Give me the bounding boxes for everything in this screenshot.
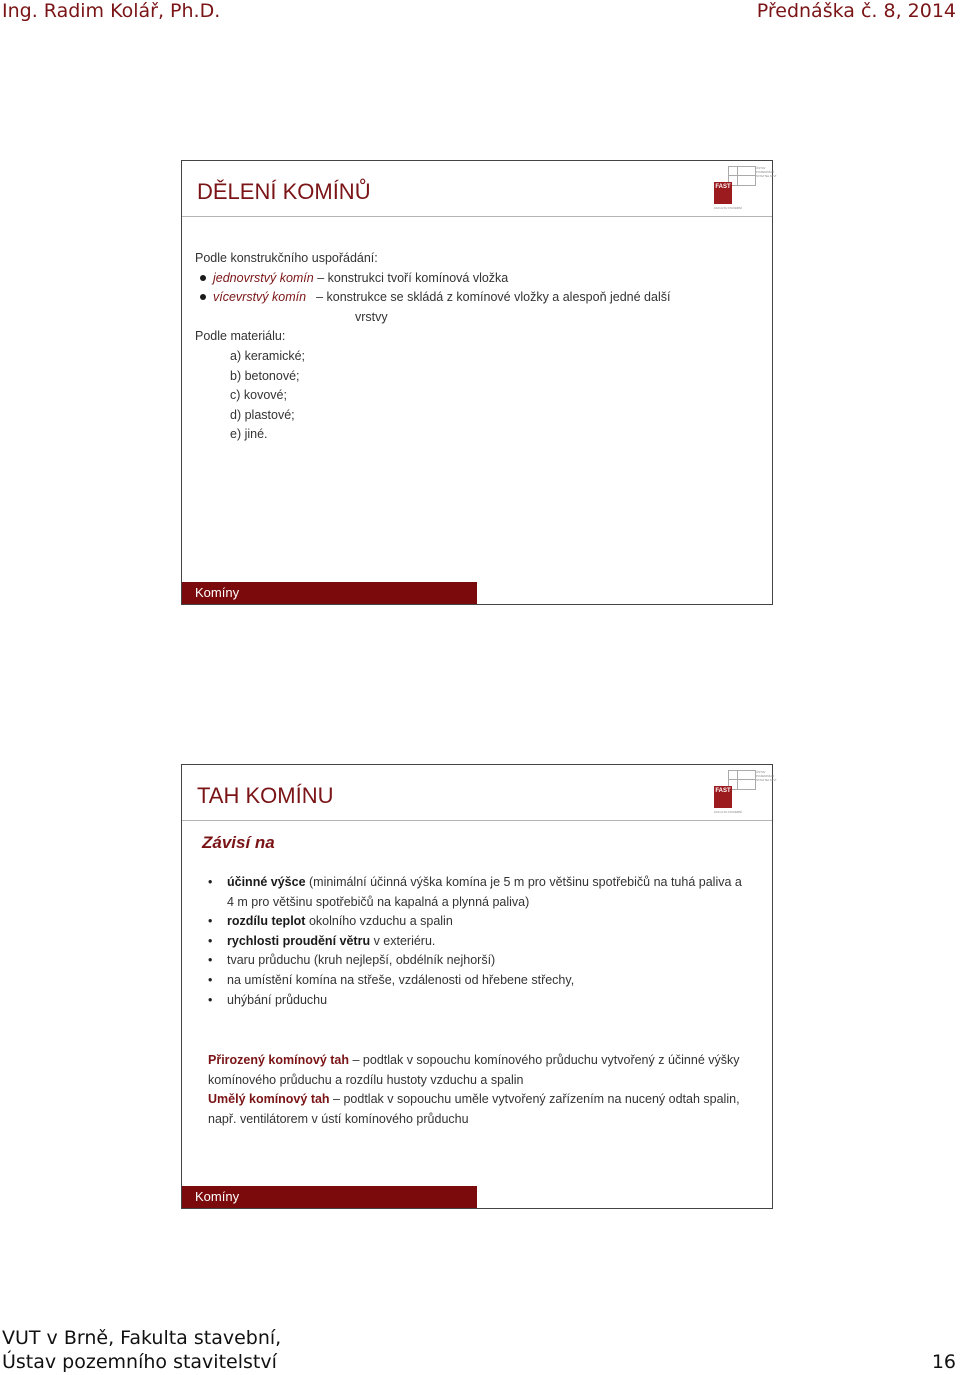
footer-institution: VUT v Brně, Fakulta stavební, bbox=[2, 1327, 282, 1349]
material-item: a) keramické; bbox=[230, 348, 306, 363]
intro-text: Podle konstrukčního uspořádání: bbox=[195, 251, 378, 265]
faculty-logo bbox=[714, 166, 777, 210]
logo-subtext: FAKULTA STAVEBNÍ bbox=[714, 206, 742, 210]
footer-department: Ústav pozemního stavitelství bbox=[2, 1351, 277, 1373]
material-item: c) kovové; bbox=[230, 388, 287, 403]
list-item: vícevrstvý komín – konstrukce se skládá z komínové vložky a alespoň jedné další bbox=[195, 288, 670, 308]
header-author: Ing. Radim Kolář, Ph.D. bbox=[2, 0, 221, 22]
slide-1-title: DĚLENÍ KOMÍNŮ bbox=[197, 179, 371, 204]
slide-footer: Komíny bbox=[182, 1186, 477, 1208]
material-item: b) betonové; bbox=[230, 368, 300, 383]
slide-1 bbox=[181, 160, 777, 605]
slide-2 bbox=[181, 764, 777, 1209]
logo-text: ÚSTAV POZEMNÍHO STAVITELSTVÍ bbox=[756, 770, 777, 782]
material-item: e) jiné. bbox=[230, 427, 268, 442]
slide-1-body bbox=[195, 249, 670, 445]
bullet-icon bbox=[200, 275, 206, 281]
logo-subtext: FAKULTA STAVEBNÍ bbox=[714, 810, 742, 814]
bullet-icon bbox=[200, 294, 206, 300]
slide-2-subtitle: Závisí na bbox=[202, 833, 275, 852]
slide-footer: Komíny bbox=[182, 582, 477, 604]
list-item: • účinné výšce (minimální účinná výška komína je 5 m pro většinu spotřebičů na tuhá paliva a 4 m pro většinu spotřebičů na kapalná a plynná paliva) bbox=[208, 873, 748, 912]
list-item: • na umístění komína na střeše, vzdálenosti od hřebene střechy, bbox=[208, 971, 748, 991]
title-divider bbox=[182, 820, 772, 821]
faculty-logo bbox=[714, 770, 777, 814]
header-lecture: Přednáška č. 8, 2014 bbox=[756, 0, 956, 22]
logo-grid-icon bbox=[728, 166, 756, 186]
material-label: Podle materiálu: bbox=[195, 329, 286, 344]
logo-grid-icon bbox=[728, 770, 756, 790]
logo-mark: FAST bbox=[714, 182, 732, 204]
slide-2-title: TAH KOMÍNU bbox=[197, 783, 334, 808]
factor-list bbox=[208, 873, 748, 1010]
material-item: d) plastové; bbox=[230, 407, 295, 422]
list-item: • uhýbání průduchu bbox=[208, 991, 748, 1011]
definition-natural-draft: Přirozený komínový tah – podtlak v sopouchu komínového průduchu vytvořený z účinné výšky komínového průduchu a rozdílu hustoty vzduchu a spalin bbox=[208, 1053, 740, 1087]
logo-mark: FAST bbox=[714, 786, 732, 808]
definitions bbox=[208, 1051, 748, 1129]
list-item: • rychlosti proudění větru v exteriéru. bbox=[208, 932, 748, 952]
title-divider bbox=[182, 216, 772, 217]
list-item: jednovrstvý komín – konstrukci tvoří komínová vložka bbox=[195, 269, 670, 289]
page-number: 16 bbox=[931, 1351, 956, 1373]
list-item-continuation: vrstvy bbox=[355, 309, 388, 324]
list-item: • tvaru průduchu (kruh nejlepší, obdélník nejhorší) bbox=[208, 951, 748, 971]
definition-forced-draft: Umělý komínový tah – podtlak v sopouchu uměle vytvořený zařízením na nucený odtah spalin, např. ventilátorem v ústí komínového průduchu bbox=[208, 1092, 740, 1126]
list-item: • rozdílu teplot okolního vzduchu a spalin bbox=[208, 912, 748, 932]
logo-text: ÚSTAV POZEMNÍHO STAVITELSTVÍ bbox=[756, 166, 777, 178]
